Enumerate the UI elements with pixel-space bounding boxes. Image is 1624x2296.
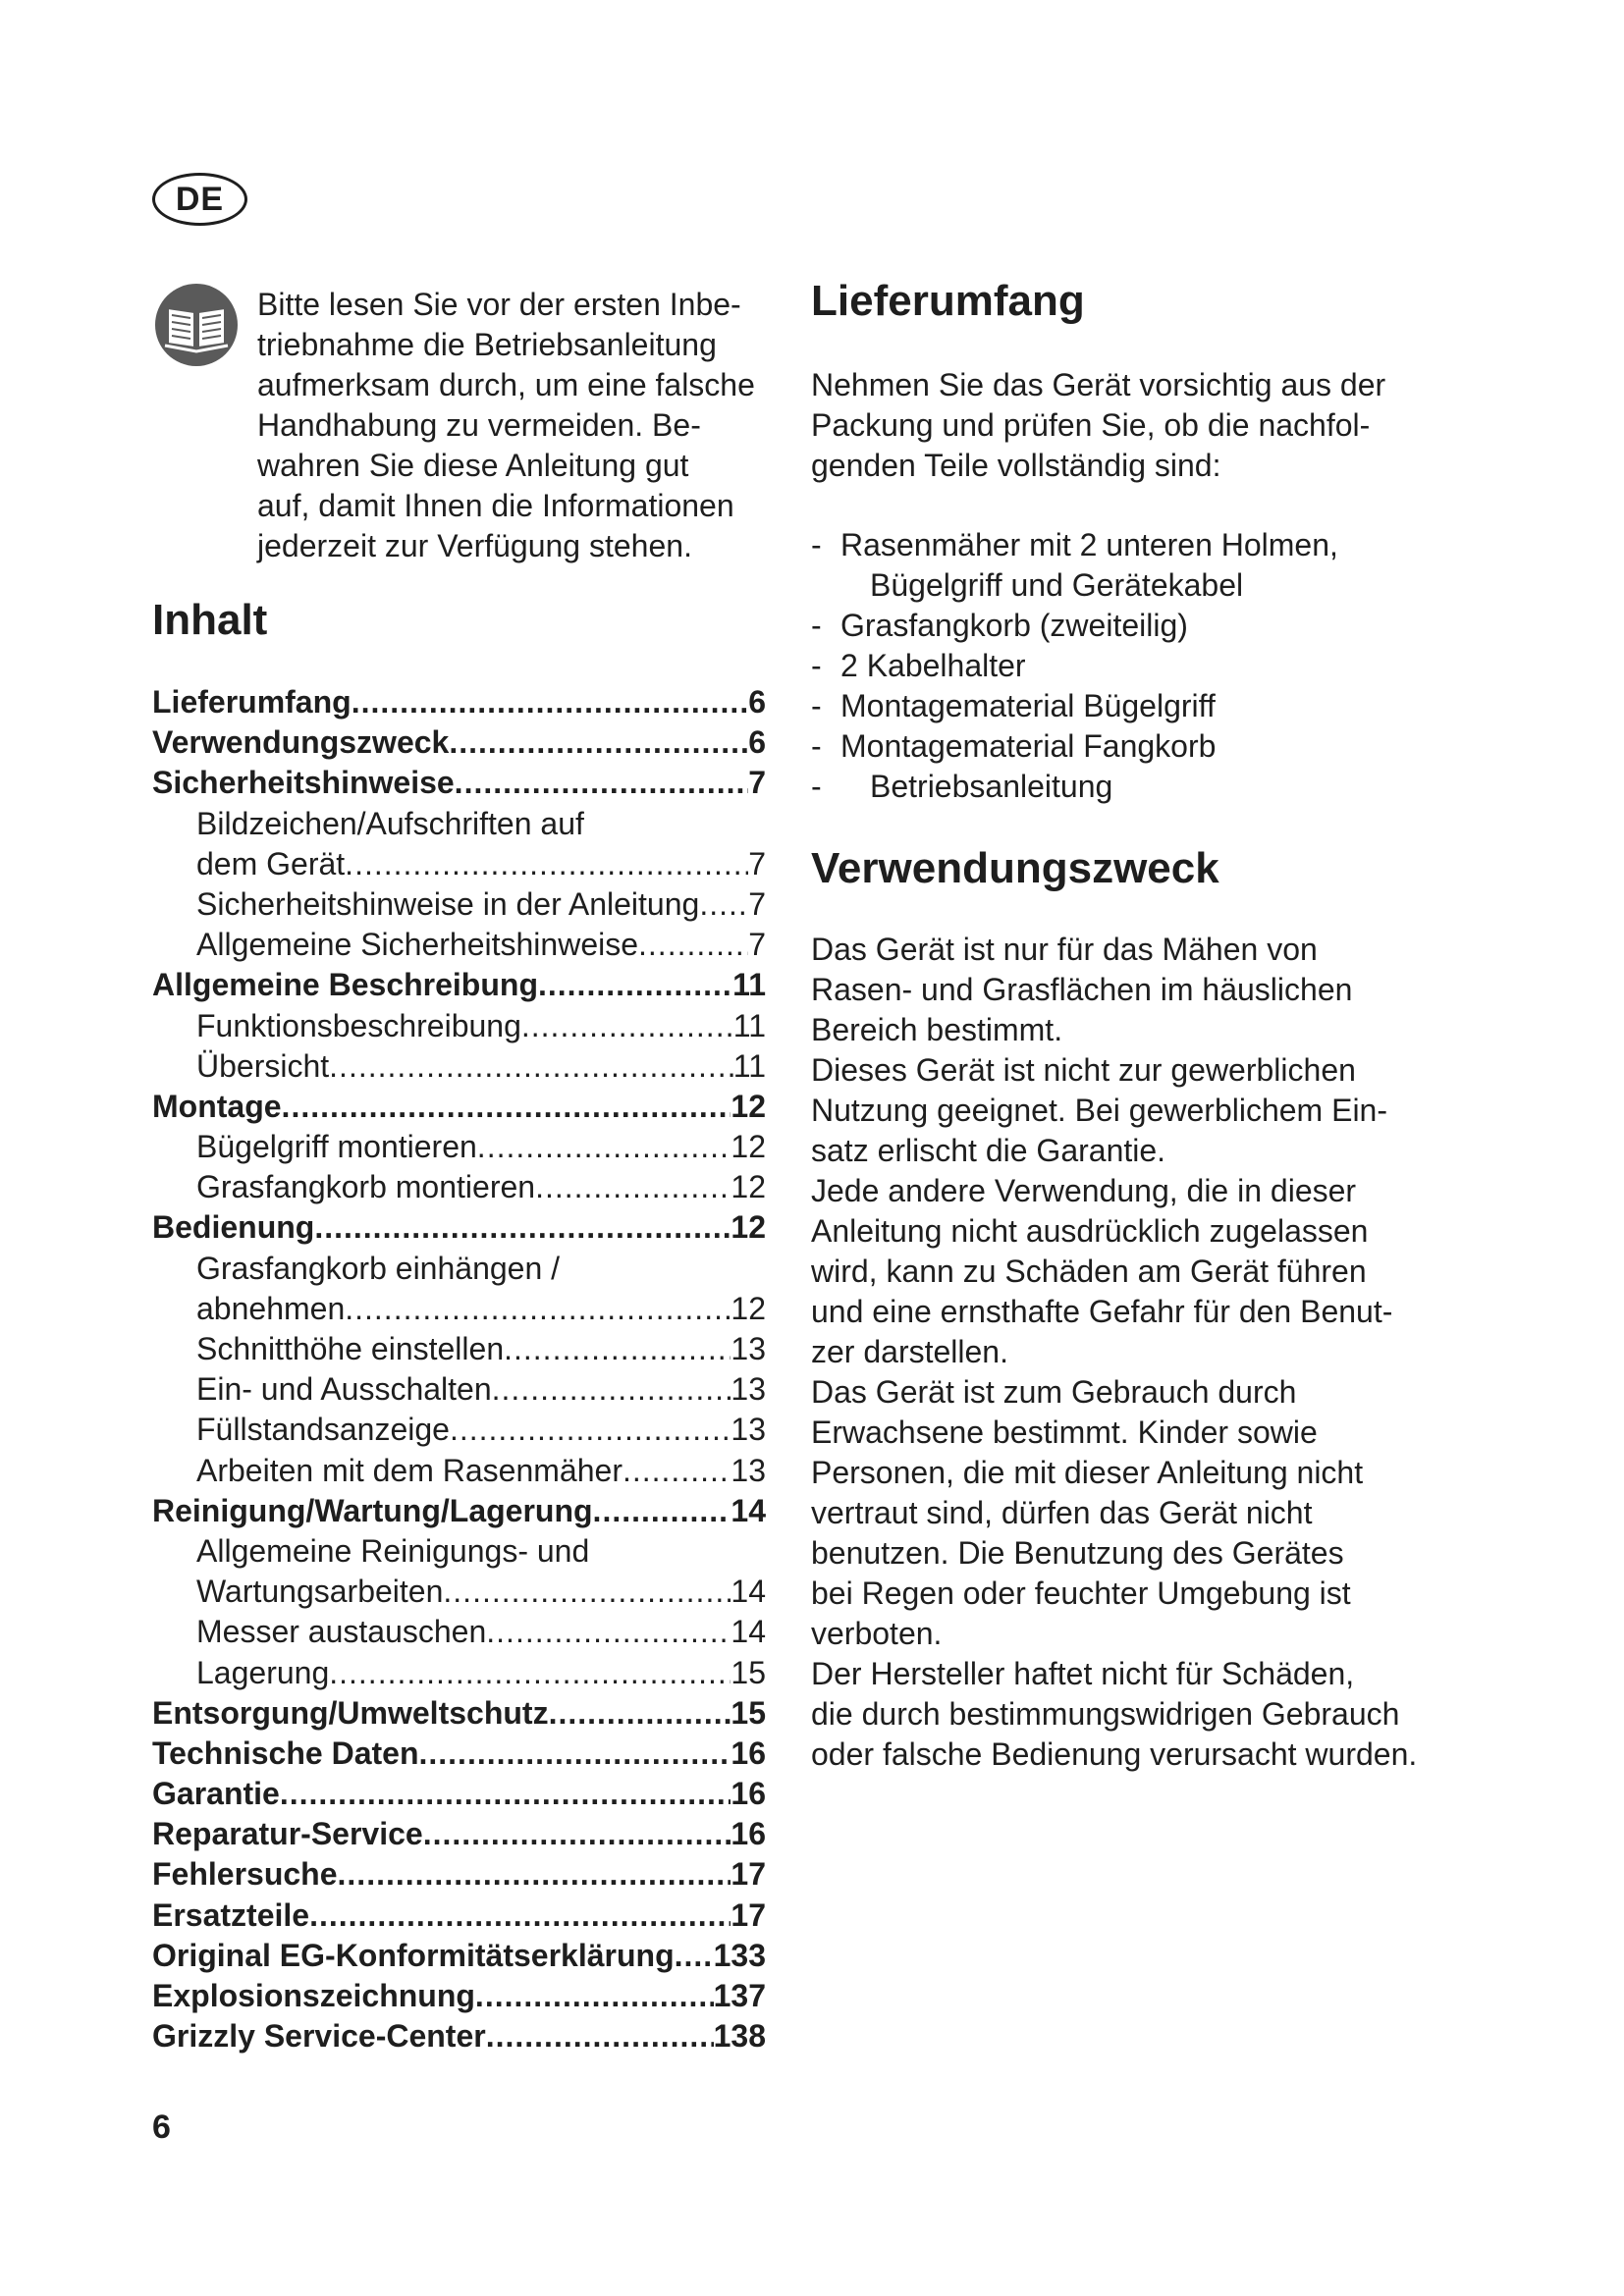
toc-leader-dots — [455, 765, 749, 801]
toc-entry[interactable] — [152, 1533, 766, 1574]
toc-entry-page: 11 — [732, 1047, 766, 1084]
toc-entry-page: 14 — [731, 1492, 766, 1528]
verwendungszweck-line: Das Gerät ist nur für das Mähen von — [811, 932, 1318, 967]
toc-entry[interactable] — [152, 1938, 766, 1978]
verwendungszweck-line: Der Hersteller haftet nicht für Schäden, — [811, 1656, 1355, 1691]
verwendungszweck-line: benutzen. Die Benutzung des Gerätes — [811, 1535, 1344, 1571]
toc-entry-title: Schnitthöhe einstellen — [196, 1331, 505, 1366]
toc-leader-dots — [492, 1371, 731, 1408]
toc-entry[interactable] — [152, 1291, 766, 1331]
intro-line: wahren Sie diese Anleitung gut — [257, 448, 689, 483]
toc-entry-title: Funktionsbeschreibung — [196, 1007, 521, 1043]
verwendungszweck-line: Bereich bestimmt. — [811, 1012, 1063, 1047]
toc-entry-title: Reinigung/Wartung/Lagerung — [152, 1492, 593, 1528]
toc-leader-dots — [486, 1614, 731, 1650]
toc-entry[interactable] — [152, 1856, 766, 1896]
lieferumfang-item-text — [840, 726, 1216, 767]
toc-entry[interactable] — [152, 846, 766, 886]
toc-leader-dots — [521, 1008, 733, 1044]
toc-entry[interactable] — [152, 1453, 766, 1493]
toc-entry-page: 7 — [748, 765, 766, 801]
verwendungszweck-line: Personen, die mit dieser Anleitung nicht — [811, 1455, 1364, 1490]
toc-entry[interactable] — [152, 1493, 766, 1533]
toc-leader-dots — [477, 1129, 731, 1165]
toc-entry[interactable] — [152, 1978, 766, 2018]
intro-line: jederzeit zur Verfügung stehen. — [257, 528, 692, 563]
lieferumfang-item — [811, 525, 1459, 606]
toc-leader-dots — [423, 1816, 731, 1852]
verwendungszweck-line: Anleitung nicht ausdrücklich zugelassen — [811, 1213, 1369, 1249]
toc-entry-page: 14 — [731, 1574, 766, 1610]
list-dash: - — [811, 527, 822, 562]
verwendungszweck-line: und eine ernsthafte Gefahr für den Benut- — [811, 1294, 1393, 1329]
verwendungszweck-line: Jede andere Verwendung, die in dieser — [811, 1173, 1357, 1208]
lieferumfang-list — [811, 525, 1459, 807]
lieferumfang-item-text — [840, 767, 1112, 807]
lieferumfang-intro-line: genden Teile vollständig sind: — [811, 448, 1221, 483]
toc-entry[interactable] — [152, 2018, 766, 2058]
intro-line: Bitte lesen Sie vor der ersten Inbe- — [257, 287, 741, 322]
toc-leader-dots — [699, 886, 748, 923]
toc-entry[interactable] — [152, 1655, 766, 1695]
toc-entry[interactable] — [152, 1089, 766, 1129]
toc-entry-page: 11 — [732, 1007, 766, 1043]
verwendungszweck-line: vertraut sind, dürfen das Gerät nicht — [811, 1495, 1313, 1530]
verwendungszweck-line: oder falsche Bedienung verursacht wurden. — [811, 1736, 1418, 1772]
toc-entry[interactable] — [152, 927, 766, 967]
toc-entry-title: dem Gerät — [196, 845, 346, 881]
verwendungszweck-line: satz erlischt die Garantie. — [811, 1133, 1166, 1168]
toc-entry-title: Montage — [152, 1088, 282, 1124]
toc-entry[interactable] — [152, 806, 766, 846]
toc-entry[interactable] — [152, 967, 766, 1007]
toc-entry-page: 13 — [731, 1452, 766, 1488]
toc-entry-title: Allgemeine Beschreibung — [152, 967, 538, 1003]
lieferumfang-item-line: Montagematerial Bügelgriff — [840, 688, 1216, 723]
lieferumfang-item-text — [840, 525, 1338, 606]
toc-entry-page: 17 — [731, 1896, 766, 1933]
toc-entry[interactable] — [152, 724, 766, 765]
toc-entry-title: Sicherheitshinweise in der Anleitung — [196, 885, 700, 922]
toc-entry-title: Lieferumfang — [152, 684, 352, 720]
toc-entry-title: Bügelgriff montieren — [196, 1129, 477, 1165]
lieferumfang-item — [811, 606, 1459, 646]
toc-entry[interactable] — [152, 1251, 766, 1291]
verwendungszweck-line: Dieses Gerät ist nicht zur gewerblichen — [811, 1052, 1356, 1088]
toc-entry[interactable] — [152, 1412, 766, 1452]
toc-entry-title: Messer austauschen — [196, 1614, 487, 1650]
intro-line: auf, damit Ihnen die Informationen — [257, 488, 734, 523]
table-of-contents — [152, 684, 766, 2058]
toc-entry-title: Übersicht — [196, 1047, 330, 1084]
toc-leader-dots — [504, 1331, 731, 1367]
toc-entry-page: 133 — [713, 1937, 766, 1973]
intro-text — [257, 285, 768, 566]
toc-leader-dots — [549, 1695, 731, 1732]
toc-entry-title: Grasfangkorb montieren — [196, 1169, 536, 1205]
language-badge: DE — [152, 173, 247, 226]
toc-entry-page: 13 — [731, 1371, 766, 1408]
verwendungszweck-line: verboten. — [811, 1616, 943, 1651]
toc-entry-page: 13 — [731, 1331, 766, 1366]
toc-entry-page: 16 — [731, 1735, 766, 1771]
verwendungszweck-text — [811, 930, 1459, 1775]
toc-leader-dots — [329, 1655, 731, 1691]
toc-entry-title: Allgemeine Reinigungs- und — [196, 1532, 590, 1569]
toc-leader-dots — [535, 1169, 731, 1205]
toc-entry-page: 12 — [731, 1169, 766, 1205]
toc-entry-title: Wartungsarbeiten — [196, 1574, 444, 1610]
toc-entry-title: Arbeiten mit dem Rasenmäher — [196, 1452, 623, 1488]
list-dash: - — [811, 688, 822, 723]
toc-leader-dots — [280, 1776, 731, 1812]
toc-entry-title: Grasfangkorb einhängen / — [196, 1250, 561, 1286]
toc-entry[interactable] — [152, 1816, 766, 1856]
toc-leader-dots — [314, 1209, 731, 1246]
lieferumfang-item-text — [840, 646, 1026, 686]
list-dash: - — [811, 769, 822, 804]
toc-entry-title: Füllstandsanzeige — [196, 1412, 450, 1448]
lieferumfang-item-line: Bügelgriff und Gerätekabel — [870, 567, 1244, 603]
toc-leader-dots — [538, 967, 732, 1003]
toc-entry-title: Entsorgung/Umweltschutz — [152, 1694, 549, 1731]
lieferumfang-intro-line: Nehmen Sie das Gerät vorsichtig aus der — [811, 367, 1386, 402]
intro-line: triebnahme die Betriebsanleitung — [257, 327, 717, 362]
toc-entry[interactable] — [152, 1331, 766, 1371]
lieferumfang-item-line: Betriebsanleitung — [870, 769, 1113, 804]
toc-entry-page: 14 — [731, 1614, 766, 1650]
lieferumfang-heading: Lieferumfang — [811, 277, 1085, 325]
toc-entry-title: Original EG-Konformitätserklärung — [152, 1937, 675, 1973]
toc-entry-title: Garantie — [152, 1776, 280, 1812]
toc-entry-page: 16 — [731, 1776, 766, 1812]
toc-entry-title: Explosionszeichnung — [152, 1978, 475, 2013]
toc-entry[interactable] — [152, 1735, 766, 1776]
lieferumfang-item — [811, 686, 1459, 726]
toc-leader-dots — [338, 1856, 731, 1893]
toc-entry[interactable] — [152, 684, 766, 724]
toc-leader-dots — [418, 1735, 731, 1772]
verwendungszweck-line: Erwachsene bestimmt. Kinder sowie — [811, 1415, 1318, 1450]
page-number: 6 — [152, 2109, 171, 2146]
lieferumfang-item — [811, 767, 1459, 807]
lieferumfang-item — [811, 646, 1459, 686]
toc-entry-page: 7 — [748, 845, 766, 881]
toc-entry-title: Verwendungszweck — [152, 724, 450, 761]
intro-line: aufmerksam durch, um eine falsche — [257, 367, 755, 402]
toc-entry-page: 138 — [713, 2018, 766, 2055]
toc-entry-title: Fehlersuche — [152, 1856, 338, 1893]
toc-entry[interactable] — [152, 1695, 766, 1735]
verwendungszweck-line: Rasen- und Grasflächen im häuslichen — [811, 972, 1353, 1007]
verwendungszweck-line: zer darstellen. — [811, 1334, 1008, 1369]
lieferumfang-item-line: Rasenmäher mit 2 unteren Holmen, — [840, 527, 1338, 562]
lieferumfang-intro-line: Packung und prüfen Sie, ob die nachfol- — [811, 407, 1371, 443]
toc-entry[interactable] — [152, 1129, 766, 1169]
verwendungszweck-line: die durch bestimmungswidrigen Gebrauch — [811, 1696, 1400, 1732]
toc-leader-dots — [449, 724, 748, 761]
toc-entry-title: Ersatzteile — [152, 1896, 310, 1933]
toc-entry-page: 15 — [731, 1694, 766, 1731]
toc-entry[interactable] — [152, 886, 766, 927]
toc-entry-page: 12 — [731, 1129, 766, 1165]
toc-entry-title: Bildzeichen/Aufschriften auf — [196, 805, 584, 841]
toc-entry-title: Reparatur-Service — [152, 1816, 423, 1852]
lieferumfang-item-text — [840, 686, 1216, 726]
toc-entry-title: Bedienung — [152, 1209, 315, 1246]
toc-leader-dots — [486, 2018, 714, 2055]
toc-entry-title: Lagerung — [196, 1654, 330, 1690]
toc-entry[interactable] — [152, 1371, 766, 1412]
toc-entry-page: 137 — [713, 1978, 766, 2013]
toc-leader-dots — [475, 1978, 714, 2014]
list-dash: - — [811, 608, 822, 643]
toc-entry-page: 15 — [731, 1654, 766, 1690]
intro-line: Handhabung zu vermeiden. Be- — [257, 407, 701, 443]
toc-entry-title: Technische Daten — [152, 1735, 419, 1771]
verwendungszweck-line: Das Gerät ist zum Gebrauch durch — [811, 1374, 1297, 1410]
toc-leader-dots — [345, 846, 748, 882]
verwendungszweck-line: wird, kann zu Schäden am Gerät führen — [811, 1254, 1367, 1289]
toc-entry-page: 16 — [731, 1816, 766, 1852]
toc-entry[interactable] — [152, 1169, 766, 1209]
toc-entry-page: 17 — [731, 1856, 766, 1893]
lieferumfang-item-line: Grasfangkorb (zweiteilig) — [840, 608, 1188, 643]
lieferumfang-intro — [811, 365, 1459, 486]
lieferumfang-item-line: 2 Kabelhalter — [840, 648, 1026, 683]
verwendungszweck-line: bei Regen oder feuchter Umgebung ist — [811, 1575, 1351, 1611]
toc-entry[interactable] — [152, 1209, 766, 1250]
lieferumfang-item — [811, 726, 1459, 767]
toc-entry-page: 12 — [731, 1290, 766, 1326]
toc-entry[interactable] — [152, 1048, 766, 1089]
toc-entry[interactable] — [152, 765, 766, 805]
list-dash: - — [811, 728, 822, 764]
toc-leader-dots — [329, 1048, 733, 1085]
toc-entry-page: 7 — [748, 885, 766, 922]
toc-entry-title: Allgemeine Sicherheitshinweise — [196, 927, 639, 963]
verwendungszweck-heading: Verwendungszweck — [811, 844, 1219, 892]
toc-leader-dots — [638, 927, 748, 963]
toc-entry[interactable] — [152, 1614, 766, 1654]
toc-leader-dots — [593, 1493, 731, 1529]
toc-entry-page: 12 — [731, 1088, 766, 1124]
toc-entry-page: 11 — [732, 967, 766, 1003]
toc-entry[interactable] — [152, 1574, 766, 1614]
toc-entry[interactable] — [152, 1008, 766, 1048]
toc-leader-dots — [675, 1938, 714, 1974]
toc-leader-dots — [623, 1453, 731, 1489]
lieferumfang-item-line: Montagematerial Fangkorb — [840, 728, 1217, 764]
toc-leader-dots — [443, 1574, 731, 1610]
toc-leader-dots — [309, 1897, 731, 1934]
toc-leader-dots — [345, 1291, 731, 1327]
toc-entry-page: 6 — [748, 724, 766, 761]
toc-entry-title: Grizzly Service-Center — [152, 2018, 486, 2055]
toc-entry-title: Sicherheitshinweise — [152, 765, 455, 801]
verwendungszweck-line: Nutzung geeignet. Bei gewerblichem Ein- — [811, 1093, 1387, 1128]
toc-entry-title: abnehmen — [196, 1290, 346, 1326]
toc-entry-title: Ein- und Ausschalten — [196, 1371, 492, 1408]
lieferumfang-item-text — [840, 606, 1188, 646]
toc-leader-dots — [352, 684, 749, 721]
toc-leader-dots — [282, 1089, 731, 1125]
list-dash: - — [811, 648, 822, 683]
toc-entry-page: 6 — [748, 684, 766, 720]
toc-heading: Inhalt — [152, 596, 268, 644]
book-icon — [154, 283, 239, 367]
toc-entry-page: 7 — [748, 927, 766, 963]
toc-entry-page: 13 — [731, 1412, 766, 1448]
toc-leader-dots — [450, 1412, 731, 1448]
toc-entry[interactable] — [152, 1897, 766, 1938]
toc-entry[interactable] — [152, 1776, 766, 1816]
toc-entry-page: 12 — [731, 1209, 766, 1246]
